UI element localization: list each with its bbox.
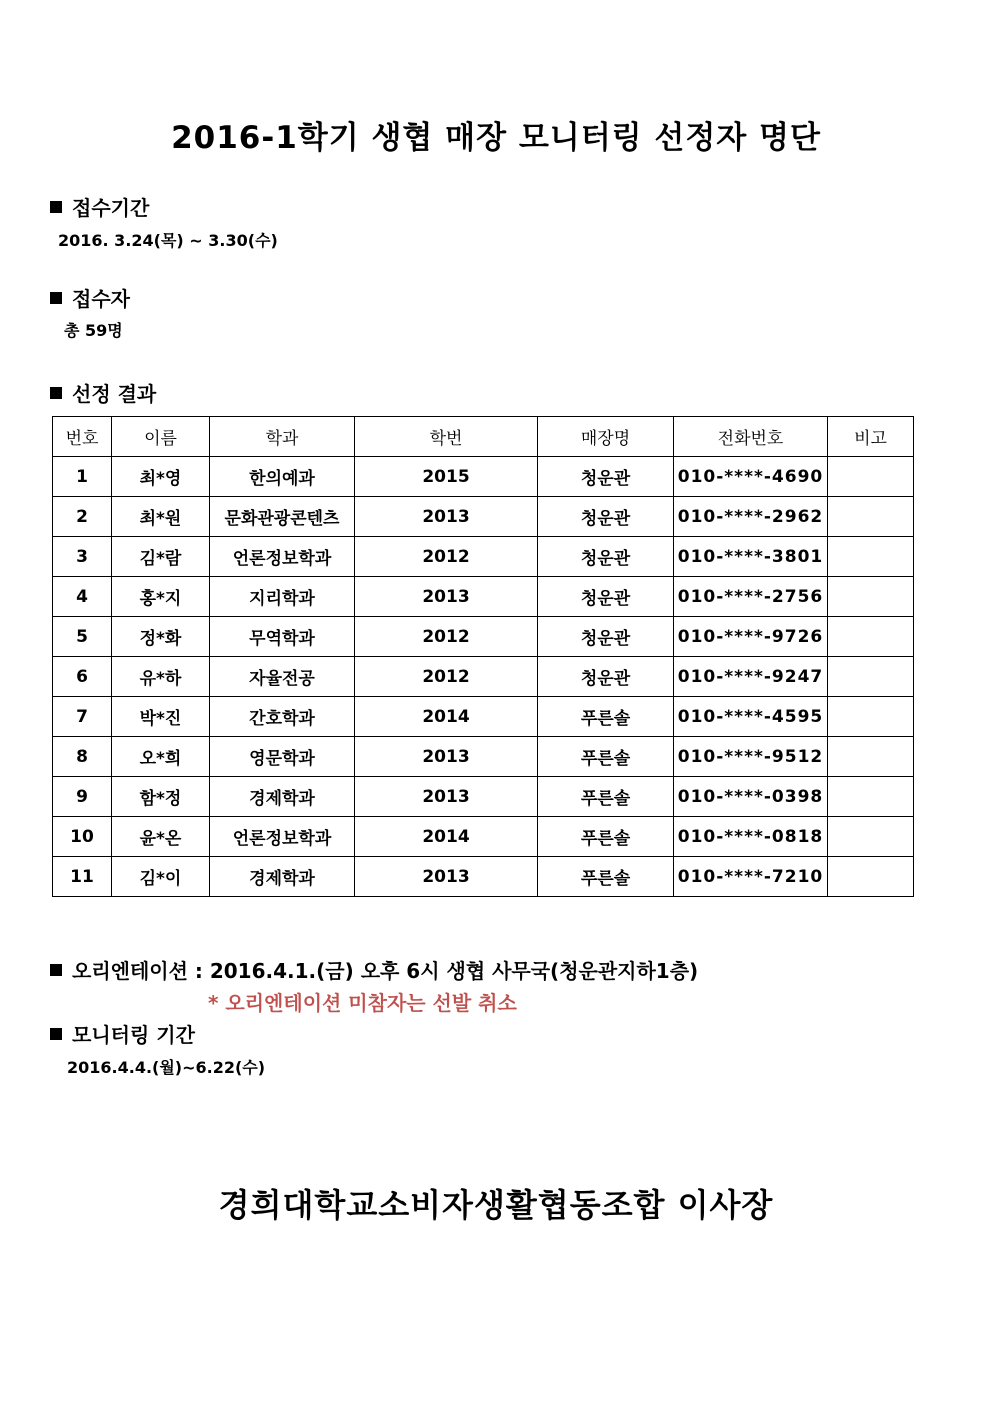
table-row [53,857,914,897]
cell-note [828,617,914,657]
cell-number: 7 [53,697,112,737]
cell-number: 1 [53,457,112,497]
orientation-note: * 오리엔테이션 미참자는 선발 취소 [208,991,517,1015]
cell-note [828,497,914,537]
cell-store: 푸른솔 [538,697,674,737]
cell-store: 청운관 [538,497,674,537]
cell-name: 정*화 [112,617,210,657]
cell-student-id: 2013 [355,777,538,817]
cell-name: 최*원 [112,497,210,537]
cell-phone: 010-****-0398 [674,777,828,817]
cell-phone: 010-****-4595 [674,697,828,737]
cell-store: 청운관 [538,537,674,577]
monitoring-value: 2016.4.4.(월)~6.22(수) [67,1058,266,1077]
cell-phone: 010-****-2756 [674,577,828,617]
signature: 경희대학교소비자생활협동조합 이사장 [218,1186,774,1224]
cell-note [828,857,914,897]
cell-number: 8 [53,737,112,777]
cell-phone: 010-****-0818 [674,817,828,857]
cell-student-id: 2013 [355,737,538,777]
results-heading [50,378,156,407]
orientation-line [50,955,698,984]
cell-name: 최*영 [112,457,210,497]
cell-phone: 010-****-9247 [674,657,828,697]
cell-number: 5 [53,617,112,657]
page-title: 2016-1학기 생협 매장 모니터링 선정자 명단 [171,120,821,156]
cell-number: 9 [53,777,112,817]
cell-phone: 010-****-7210 [674,857,828,897]
cell-department: 무역학과 [210,617,355,657]
cell-store: 청운관 [538,657,674,697]
table-header-row [53,417,914,457]
cell-note [828,737,914,777]
column-header-phone: 전화번호 [674,417,828,457]
cell-department: 영문학과 [210,737,355,777]
cell-name: 박*진 [112,697,210,737]
cell-department: 한의예과 [210,457,355,497]
results-heading-label: 선정 결과 [72,382,157,406]
square-bullet-icon [50,964,62,976]
cell-note [828,657,914,697]
cell-department: 자율전공 [210,657,355,697]
cell-name: 윤*온 [112,817,210,857]
cell-department: 지리학과 [210,577,355,617]
cell-number: 11 [53,857,112,897]
table-row [53,457,914,497]
cell-phone: 010-****-4690 [674,457,828,497]
column-header-department: 학과 [210,417,355,457]
square-bullet-icon [50,1028,62,1040]
table-row [53,777,914,817]
cell-number: 10 [53,817,112,857]
column-header-student-id: 학번 [355,417,538,457]
cell-note [828,777,914,817]
monitoring-heading-label: 모니터링 기간 [72,1023,195,1047]
cell-name: 유*하 [112,657,210,697]
table-row [53,697,914,737]
cell-name: 함*정 [112,777,210,817]
cell-store: 푸른솔 [538,857,674,897]
cell-name: 김*람 [112,537,210,577]
cell-note [828,457,914,497]
cell-department: 문화관광콘텐츠 [210,497,355,537]
table-row [53,737,914,777]
cell-number: 2 [53,497,112,537]
monitoring-heading [50,1019,195,1048]
results-table-body [53,457,914,897]
cell-phone: 010-****-2962 [674,497,828,537]
applicants-value: 총 59명 [64,321,123,340]
cell-note [828,577,914,617]
table-row [53,537,914,577]
column-header-number: 번호 [53,417,112,457]
cell-phone: 010-****-9512 [674,737,828,777]
cell-student-id: 2012 [355,657,538,697]
column-header-store: 매장명 [538,417,674,457]
cell-name: 홍*지 [112,577,210,617]
cell-store: 푸른솔 [538,777,674,817]
square-bullet-icon [50,387,62,399]
cell-student-id: 2012 [355,617,538,657]
cell-phone: 010-****-9726 [674,617,828,657]
cell-department: 간호학과 [210,697,355,737]
cell-number: 4 [53,577,112,617]
cell-note [828,537,914,577]
cell-student-id: 2013 [355,577,538,617]
square-bullet-icon [50,292,62,304]
applicants-heading-label: 접수자 [72,287,130,311]
table-row [53,657,914,697]
cell-department: 경제학과 [210,857,355,897]
cell-store: 청운관 [538,617,674,657]
period-heading [50,192,149,221]
cell-student-id: 2015 [355,457,538,497]
cell-name: 김*이 [112,857,210,897]
cell-name: 오*희 [112,737,210,777]
column-header-name: 이름 [112,417,210,457]
cell-number: 3 [53,537,112,577]
cell-store: 청운관 [538,577,674,617]
cell-store: 푸른솔 [538,817,674,857]
cell-note [828,817,914,857]
cell-store: 청운관 [538,457,674,497]
cell-department: 언론정보학과 [210,817,355,857]
table-row [53,817,914,857]
cell-department: 경제학과 [210,777,355,817]
cell-phone: 010-****-3801 [674,537,828,577]
cell-student-id: 2014 [355,697,538,737]
square-bullet-icon [50,201,62,213]
cell-student-id: 2013 [355,857,538,897]
cell-number: 6 [53,657,112,697]
table-row [53,617,914,657]
table-row [53,497,914,537]
cell-department: 언론정보학과 [210,537,355,577]
table-row [53,577,914,617]
column-header-note: 비고 [828,417,914,457]
applicants-heading [50,283,130,312]
period-value: 2016. 3.24(목) ~ 3.30(수) [58,231,278,250]
period-heading-label: 접수기간 [72,196,150,220]
cell-note [828,697,914,737]
cell-store: 푸른솔 [538,737,674,777]
cell-student-id: 2014 [355,817,538,857]
orientation-text: 오리엔테이션 : 2016.4.1.(금) 오후 6시 생협 사무국(청운관지하1층) [72,959,699,983]
cell-student-id: 2012 [355,537,538,577]
results-table [52,416,914,897]
cell-student-id: 2013 [355,497,538,537]
